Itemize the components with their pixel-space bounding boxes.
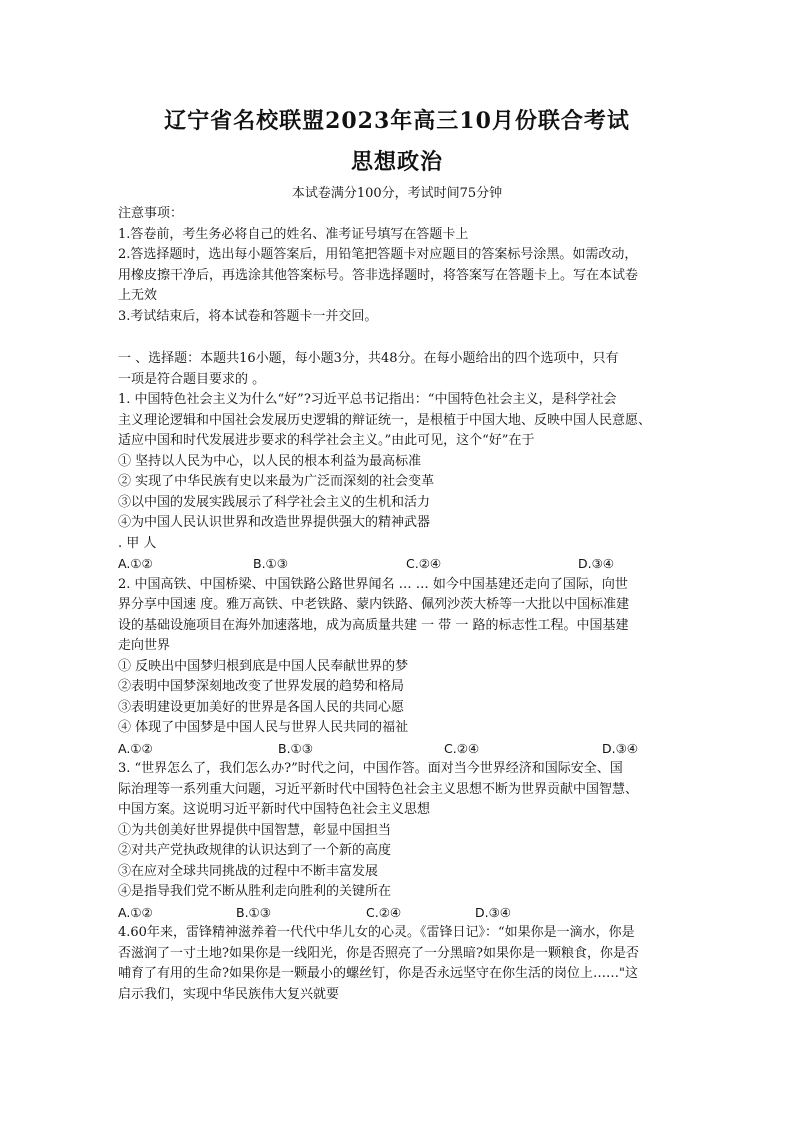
exam-info: 本试卷满分100分，考试时间75分钟	[291, 186, 503, 201]
exam-body	[118, 204, 678, 1005]
q4-stem: 启示我们，实现中华民族伟大复兴就要	[118, 986, 340, 1002]
q3-item: ①为共创美好世界提供中国智慧，彰显中国担当	[118, 822, 392, 838]
q1-item: ② 实现了中华民族有史以来最为广泛而深刻的社会变革	[118, 474, 435, 489]
q3-item: ②对共产党执政规律的认识达到了一个新的高度	[118, 843, 392, 858]
q2-stem: 设的基础设施项目在海外加速落地，成为高质量共建 一 带 一 路的标志性工程。中国基建	[118, 617, 629, 633]
option-c: C.②④	[444, 740, 480, 756]
subject-title: 思想政治	[350, 149, 443, 175]
q1-item: ④为中国人民认识世界和改造世界提供强大的精神武器	[118, 515, 431, 530]
exam-title: 辽宁省名校联盟2023年高三10月份联合考试	[164, 108, 630, 134]
q3-stem: 3. “世界怎么了，我们怎么办?”时代之问，中国作答。面对当今世界经济和国际安全、国	[118, 761, 623, 776]
q2-item: ④ 体现了中国梦是中国人民与世界人民共同的福祉	[118, 720, 409, 735]
q1-stem: 主义理论逻辑和中国社会发展历史逻辑的辩证统一，是根植于中国大地、反映中国人民意愿、	[118, 412, 652, 428]
q2-options	[118, 739, 678, 760]
option-d: D.③④	[578, 556, 615, 571]
q1-extra: . 甲 人	[118, 535, 157, 551]
q2-stem: 2. 中国高铁、中国桥梁、中国铁路公路世界闻名 … … 如今中国基建还走向了国际，向世	[118, 576, 628, 592]
q2-item: ②表明中国梦深刻地改变了世界发展的趋势和格局	[118, 679, 405, 694]
q3-item: ④是指导我们党不断从胜利走向胜利的关键所在	[118, 884, 392, 899]
section-heading: 一项是符合题目要求的 。	[118, 371, 266, 387]
note-line: 上无效	[118, 288, 158, 303]
option-b: B.①③	[278, 740, 313, 756]
q1-item: ③以中国的发展实践展示了科学社会主义的生机和活力	[118, 494, 431, 510]
notes-heading: 注意事项：	[118, 206, 184, 221]
q4-stem: 否滋润了一寸土地?如果你是一线阳光，你是否照亮了一分黑暗?如果你是一颗粮食，你是否	[118, 945, 639, 961]
q3-stem: 际治理等一系列重大问题，习近平新时代中国特色社会主义思想不断为世界贡献中国智慧、	[118, 781, 639, 797]
q2-stem: 界分享中国速 度。雅万高铁、中老铁路、蒙内铁路、佩列沙茨大桥等一大批以中国标准建	[118, 597, 630, 612]
q1-stem: 适应中国和时代发展进步要求的科学社会主义。”由此可见，这个“好”在于	[118, 433, 535, 448]
option-a: A.①②	[118, 904, 153, 920]
note-line: 1.答卷前，考生务必将自己的姓名、准考证号填写在答题卡上	[118, 226, 469, 242]
option-b: B.①③	[253, 556, 288, 571]
option-c: C.②④	[366, 904, 402, 920]
option-a: A.①②	[118, 556, 153, 571]
note-line: 3.考试结束后，将本试卷和答题卡一并交回。	[118, 308, 378, 324]
option-a: A.①②	[118, 740, 153, 756]
note-line: 2.答选择题时，选出每小题答案后，用铅笔把答题卡对应题目的答案标号涂黑。如需改动，	[118, 247, 638, 262]
q3-options	[118, 903, 678, 924]
q2-stem: 走向世界	[118, 638, 171, 653]
q2-item: ① 反映出中国梦归根到底是中国人民奉献世界的梦	[118, 658, 409, 674]
option-c: C.②④	[406, 556, 442, 571]
q2-item: ③表明建设更加美好的世界是各国人民的共同心愿	[118, 699, 405, 715]
section-heading: 一 、选择题：本题共16小题，每小题3分，共48分。在每小题给出的四个选项中，只有	[118, 351, 619, 366]
spacer	[118, 327, 678, 349]
note-line: 用橡皮擦干净后，再选涂其他答案标号。答非选择题时，将答案写在答题卡上。写在本试卷	[118, 267, 639, 283]
option-b: B.①③	[236, 904, 271, 920]
q1-item: ① 坚持以人民为中心，以人民的根本利益为最高标准	[118, 453, 422, 469]
q4-stem: 4.60年来，雷锋精神滋养着一代代中华儿女的心灵。《雷锋日记》：“如果你是一滴水，你是	[118, 925, 635, 940]
q3-item: ③在应对全球共同挑战的过程中不断丰富发展	[118, 863, 379, 879]
q1-options	[118, 554, 678, 575]
q3-stem: 中国方案。这说明习近平新时代中国特色社会主义思想	[118, 802, 431, 817]
option-d: D.③④	[475, 904, 512, 920]
q4-stem: 哺育了有用的生命?如果你是一颗最小的螺丝钉，你是否永远坚守在你生活的岗位上……"这	[118, 966, 638, 981]
option-d: D.③④	[602, 740, 639, 756]
q1-stem: 1. 中国特色社会主义为什么“好”?习近平总书记指出：“中国特色社会主义，是科学社会	[118, 392, 617, 407]
